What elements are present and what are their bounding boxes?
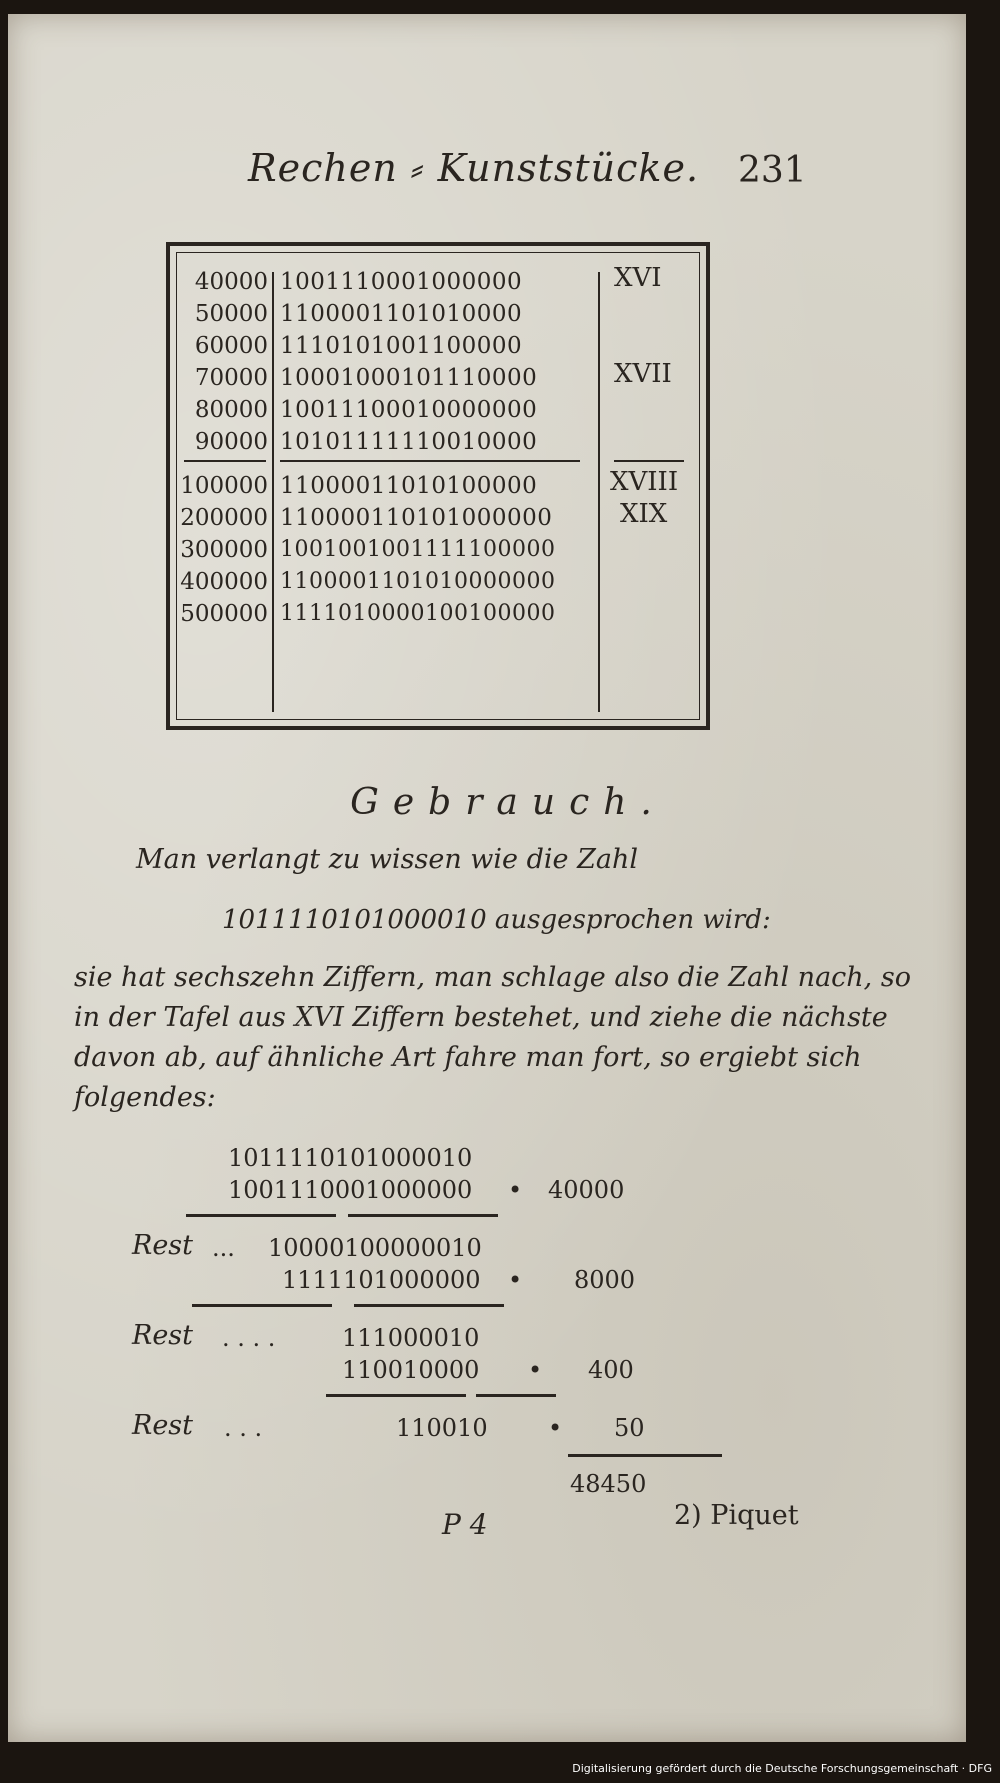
table-number: 90000 [194,429,268,455]
table-binary: 1110101001100000 [280,333,523,359]
table-number: 200000 [180,505,268,531]
calc-total: 48450 [570,1470,647,1498]
rest-dots: . . . . [222,1324,276,1352]
calc-dot: • [508,1176,523,1204]
table-number: 50000 [194,301,268,327]
table-number: 40000 [194,269,268,295]
rest-dots: ... [212,1234,235,1262]
rest-binary: 111000010 [342,1324,480,1352]
paragraph-line: in der Tafel aus XVI Ziffern bestehet, und ziehe die nächste [74,1002,888,1033]
table-binary: 1001110001000000 [280,269,523,295]
calc-rule [186,1214,336,1217]
intro-line: Man verlangt zu wissen wie die Zahl [136,844,638,875]
table-roman: XVI [614,263,662,293]
conversion-table [166,242,710,730]
catchword: 2) Piquet [674,1500,799,1531]
paragraph-line: sie hat sechszehn Ziffern, man schlage also die Zahl nach, so [74,962,911,993]
table-binary: 1100001101010000000 [280,569,556,594]
table-binary: 110000110101000000 [280,505,553,531]
table-binary: 10101111110010000 [280,429,538,455]
table-binary: 10011100010000000 [280,397,538,423]
table-number: 400000 [180,569,268,595]
table-roman: XIX [620,499,668,529]
table-divider-roman [614,460,684,462]
calc-dot: • [528,1356,543,1384]
calc-sum-rule [568,1454,722,1457]
calc-rule [326,1394,466,1397]
calc-dot: • [508,1266,523,1294]
table-number: 60000 [194,333,268,359]
table-roman: XVIII [610,467,679,497]
table-binary: 1111010000100100000 [280,601,556,626]
table-divider-numbers [184,460,266,462]
table-number: 300000 [180,537,268,563]
rest-dots: . . . [224,1414,263,1442]
table-number: 70000 [194,365,268,391]
table-divider-binary [280,460,580,462]
table-rule-left [272,272,274,712]
table-binary: 1100001101010000 [280,301,523,327]
running-title: Rechen ⸗ Kunststücke. [248,146,700,190]
paragraph-line: davon ab, auf ähnliche Art fahre man fort, so ergiebt sich [74,1042,862,1073]
calc-rule [192,1304,332,1307]
table-number: 100000 [180,473,268,499]
page-number: 231 [738,150,807,191]
digitization-credit: Digitalisierung gefördert durch die Deutsche Forschungsgemeinschaft · DFG [572,1762,992,1775]
table-number: 500000 [180,601,268,627]
table-binary: 1001001001111100000 [280,537,556,562]
book-page [8,14,966,1742]
rest-label: Rest [132,1320,194,1351]
calc-step-value: 40000 [548,1176,625,1204]
rest-binary: 110010 [396,1414,488,1442]
rest-label: Rest [132,1410,194,1441]
calc-start-binary: 1011110101000010 [228,1144,473,1172]
table-binary: 10001000101110000 [280,365,538,391]
table-number: 80000 [194,397,268,423]
rest-label: Rest [132,1230,194,1261]
calc-step-binary: 110010000 [342,1356,480,1384]
table-roman: XVII [614,359,672,389]
paragraph-line: folgendes: [74,1082,216,1113]
calc-step-value: 50 [614,1414,645,1442]
number-line: 1011110101000010 ausgesprochen wird: [222,905,771,935]
section-heading: Gebrauch. [350,782,666,823]
table-binary: 11000011010100000 [280,473,538,499]
table-rule-right [598,272,600,712]
calc-rule [354,1304,504,1307]
calc-step-binary: 1111101000000 [282,1266,481,1294]
calc-step-value: 400 [588,1356,634,1384]
calc-step-value: 8000 [574,1266,636,1294]
calc-dot: • [548,1414,563,1442]
calc-rule [348,1214,498,1217]
calc-rule [476,1394,556,1397]
calc-step-binary: 1001110001000000 [228,1176,473,1204]
rest-binary: 10000100000010 [268,1234,482,1262]
signature-mark: P 4 [442,1508,488,1541]
